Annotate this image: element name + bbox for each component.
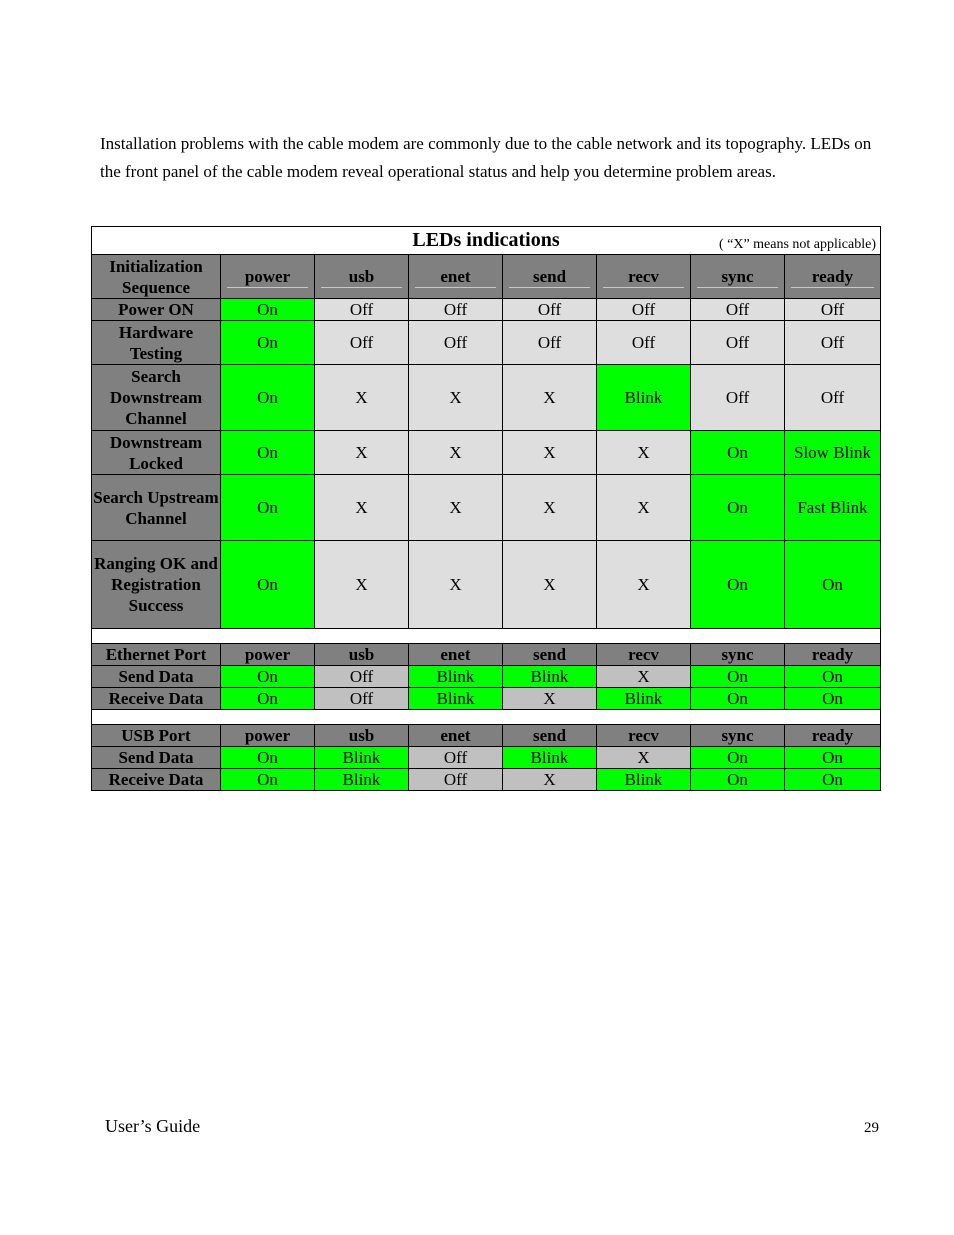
- led-state-cell: On: [221, 688, 315, 710]
- led-state-cell: Off: [597, 321, 691, 365]
- led-state-cell: Off: [785, 321, 881, 365]
- row-label: Search Upstream Channel: [92, 475, 221, 541]
- led-state-cell: Off: [409, 299, 503, 321]
- led-state-cell: Blink: [597, 769, 691, 791]
- table-row: [92, 688, 881, 710]
- led-state-cell: Slow Blink: [785, 431, 881, 475]
- led-state-cell: On: [221, 365, 315, 431]
- column-header: sync: [691, 644, 785, 666]
- led-state-cell: X: [409, 365, 503, 431]
- led-state-cell: Blink: [315, 769, 409, 791]
- led-state-cell: X: [503, 431, 597, 475]
- column-header: enet: [409, 644, 503, 666]
- row-label: Send Data: [92, 666, 221, 688]
- table-row: [92, 666, 881, 688]
- led-state-cell: Off: [315, 688, 409, 710]
- column-header: ready: [785, 725, 881, 747]
- led-state-cell: X: [503, 475, 597, 541]
- led-state-cell: On: [221, 299, 315, 321]
- led-state-cell: X: [597, 431, 691, 475]
- table-row: [92, 541, 881, 629]
- led-state-cell: On: [691, 747, 785, 769]
- led-state-cell: X: [503, 688, 597, 710]
- footer-guide-title: User’s Guide: [105, 1116, 201, 1136]
- row-label: Search Downstream Channel: [92, 365, 221, 431]
- row-label: Ranging OK and Registration Success: [92, 541, 221, 629]
- led-state-cell: Off: [691, 365, 785, 431]
- led-state-cell: On: [221, 321, 315, 365]
- led-state-cell: Off: [503, 299, 597, 321]
- section-header-row: [92, 644, 881, 666]
- led-state-cell: X: [409, 541, 503, 629]
- led-state-cell: On: [785, 541, 881, 629]
- row-label: Power ON: [92, 299, 221, 321]
- row-label: Send Data: [92, 747, 221, 769]
- page-number: 29: [864, 1120, 879, 1136]
- column-header: enet: [409, 725, 503, 747]
- led-state-cell: Off: [409, 747, 503, 769]
- column-header: send: [503, 644, 597, 666]
- led-state-cell: On: [221, 475, 315, 541]
- led-state-cell: Off: [315, 321, 409, 365]
- led-state-cell: On: [691, 769, 785, 791]
- table-caption: [92, 227, 881, 255]
- led-state-cell: X: [315, 431, 409, 475]
- led-state-cell: On: [221, 769, 315, 791]
- led-state-cell: Blink: [597, 365, 691, 431]
- led-state-cell: Off: [597, 299, 691, 321]
- led-state-cell: Off: [503, 321, 597, 365]
- table-row: [92, 365, 881, 431]
- column-header: usb: [315, 725, 409, 747]
- section-header-row: [92, 255, 881, 299]
- column-header: recv: [597, 725, 691, 747]
- led-state-cell: X: [503, 365, 597, 431]
- led-state-cell: X: [503, 769, 597, 791]
- led-state-cell: On: [785, 688, 881, 710]
- led-state-cell: X: [597, 541, 691, 629]
- led-state-cell: Blink: [503, 747, 597, 769]
- led-state-cell: Off: [315, 299, 409, 321]
- column-header: ready: [785, 644, 881, 666]
- led-state-cell: On: [785, 666, 881, 688]
- led-state-cell: X: [315, 541, 409, 629]
- table-note: ( “X” means not applicable): [718, 237, 876, 252]
- column-header: recv: [597, 644, 691, 666]
- row-label: Receive Data: [92, 688, 221, 710]
- led-state-cell: X: [409, 431, 503, 475]
- led-state-cell: Off: [409, 321, 503, 365]
- row-label: Downstream Locked: [92, 431, 221, 475]
- led-state-cell: Off: [691, 299, 785, 321]
- led-state-cell: X: [597, 666, 691, 688]
- section-spacer: [92, 710, 881, 725]
- led-state-cell: X: [597, 747, 691, 769]
- led-state-cell: On: [691, 688, 785, 710]
- led-state-cell: On: [221, 541, 315, 629]
- led-state-cell: On: [221, 666, 315, 688]
- column-header: usb: [315, 644, 409, 666]
- section-header-row: [92, 725, 881, 747]
- column-header: recv: [597, 255, 691, 299]
- led-state-cell: Blink: [409, 688, 503, 710]
- led-state-cell: Fast Blink: [785, 475, 881, 541]
- column-header: send: [503, 255, 597, 299]
- table-row: [92, 321, 881, 365]
- column-header: sync: [691, 255, 785, 299]
- led-state-cell: On: [691, 431, 785, 475]
- section-label: Ethernet Port: [92, 644, 221, 666]
- led-state-cell: Off: [691, 321, 785, 365]
- led-state-cell: X: [409, 475, 503, 541]
- led-state-cell: Off: [785, 299, 881, 321]
- led-state-cell: On: [785, 747, 881, 769]
- column-header: power: [221, 255, 315, 299]
- table-row: [92, 431, 881, 475]
- column-header: sync: [691, 725, 785, 747]
- led-state-cell: Blink: [503, 666, 597, 688]
- led-state-cell: Off: [409, 769, 503, 791]
- column-header: power: [221, 644, 315, 666]
- led-state-cell: Off: [785, 365, 881, 431]
- table-title: LEDs indications: [412, 229, 560, 251]
- led-state-cell: On: [691, 541, 785, 629]
- column-header: ready: [785, 255, 881, 299]
- column-header: power: [221, 725, 315, 747]
- led-state-cell: On: [221, 747, 315, 769]
- led-state-cell: Blink: [597, 688, 691, 710]
- column-header: send: [503, 725, 597, 747]
- led-state-cell: X: [597, 475, 691, 541]
- led-state-cell: Off: [315, 666, 409, 688]
- section-spacer: [92, 629, 881, 644]
- table-row: [92, 475, 881, 541]
- section-label: Initialization Sequence: [92, 255, 221, 299]
- row-label: Receive Data: [92, 769, 221, 791]
- led-state-cell: On: [691, 666, 785, 688]
- led-state-cell: X: [315, 475, 409, 541]
- led-state-cell: X: [315, 365, 409, 431]
- led-state-cell: X: [503, 541, 597, 629]
- table-row: [92, 769, 881, 791]
- intro-paragraph: Installation problems with the cable modem are commonly due to the cable network and its topography. LEDs on the front panel of the cable modem reveal operational status and help you determine problem areas.: [100, 134, 872, 181]
- led-indications-table: [91, 226, 881, 791]
- section-label: USB Port: [92, 725, 221, 747]
- column-header: usb: [315, 255, 409, 299]
- led-state-cell: On: [221, 431, 315, 475]
- row-label: Hardware Testing: [92, 321, 221, 365]
- led-state-cell: On: [691, 475, 785, 541]
- led-state-cell: On: [785, 769, 881, 791]
- table-row: [92, 299, 881, 321]
- column-header: enet: [409, 255, 503, 299]
- table-row: [92, 747, 881, 769]
- led-state-cell: Blink: [315, 747, 409, 769]
- led-state-cell: Blink: [409, 666, 503, 688]
